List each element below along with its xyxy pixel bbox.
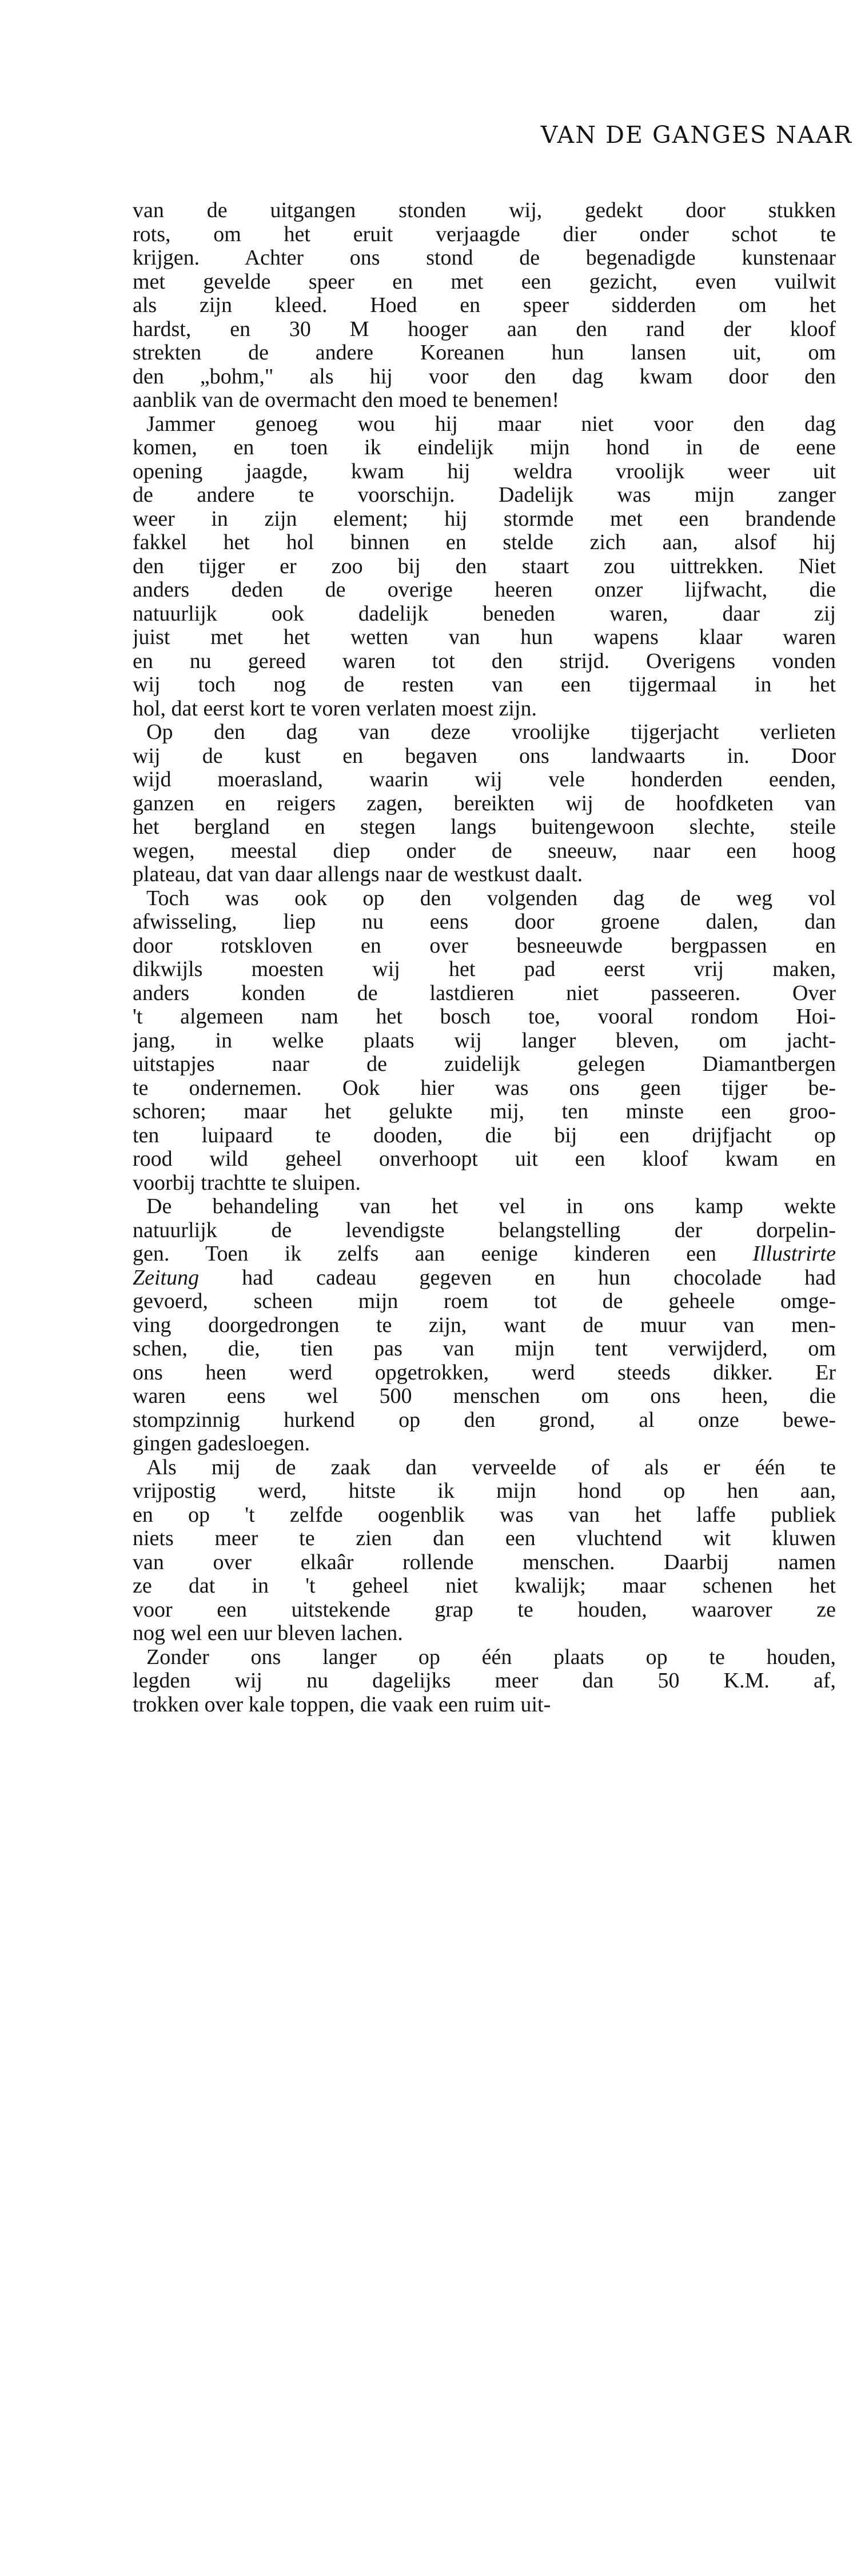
text-line: fakkel het hol binnen en stelde zich aan, alsof hij — [133, 531, 836, 554]
text-line: wij toch nog de resten van een tijgermaal in het — [133, 673, 836, 697]
text-line: juist met het wetten van hun wapens klaar waren — [133, 626, 836, 649]
text-line: krijgen. Achter ons stond de begenadigde kunstenaar — [133, 246, 836, 270]
text-line: met gevelde speer en met een gezicht, even vuilwit — [133, 270, 836, 294]
paragraph — [133, 887, 836, 1195]
text-line: afwisseling, liep nu eens door groene dalen, dan — [133, 910, 836, 934]
text-line: hol, dat eerst kort te voren verlaten moest zijn. — [133, 697, 537, 721]
text-line: door rotskloven en over besneeuwde bergpassen en — [133, 934, 836, 958]
text-line: te ondernemen. Ook hier was ons geen tijger be- — [133, 1076, 836, 1100]
text-line: van over elkaâr rollende menschen. Daarbij namen — [133, 1550, 836, 1574]
body-text — [133, 199, 836, 1717]
text-line: hardst, en 30 M hooger aan den rand der kloof — [133, 317, 836, 341]
text-line: natuurlijk ook dadelijk beneden waren, daar zij — [133, 602, 836, 626]
text-line: gen. Toen ik zelfs aan eenige kinderen een Illustrirte — [133, 1242, 836, 1266]
text-line: nog wel een uur bleven lachen. — [133, 1622, 403, 1645]
text-line: rots, om het eruit verjaagde dier onder schot te — [133, 222, 836, 246]
text-line: wegen, meestal diep onder de sneeuw, naar een hoog — [133, 839, 836, 863]
text-line: plateau, dat van daar allengs naar de westkust daalt. — [133, 863, 583, 886]
paragraph — [133, 413, 836, 721]
text-line: gevoerd, scheen mijn roem tot de geheele omge- — [133, 1290, 836, 1313]
text-line: jang, in welke plaats wij langer bleven, om jacht- — [133, 1029, 836, 1053]
text-line: Zonder ons langer op één plaats op te houden, — [146, 1645, 836, 1669]
text-line: wijd moerasland, waarin wij vele honderden eenden, — [133, 768, 836, 791]
paragraph — [133, 721, 836, 887]
text-line: weer in zijn element; hij stormde met een brandende — [133, 507, 836, 531]
text-line: opening jaagde, kwam hij weldra vroolijk weer uit — [133, 459, 836, 483]
text-line: anders deden de overige heeren onzer lijfwacht, die — [133, 578, 836, 602]
text-line: waren eens wel 500 menschen om ons heen, die — [133, 1385, 836, 1408]
text-line: legden wij nu dagelijks meer dan 50 K.M. af, — [133, 1669, 836, 1693]
text-line: en nu gereed waren tot den strijd. Overigens vonden — [133, 649, 836, 673]
text-line: voorbij trachtte te sluipen. — [133, 1171, 361, 1195]
text-line: uitstapjes naar de zuidelijk gelegen Diamantbergen — [133, 1053, 836, 1076]
paragraph — [133, 1456, 836, 1646]
text-line: ze dat in 't geheel niet kwalijk; maar schenen het — [133, 1574, 836, 1598]
paragraph — [133, 1646, 836, 1717]
text-line: natuurlijk de levendigste belangstelling der dorpelin- — [133, 1218, 836, 1242]
text-line: anders konden de lastdieren niet passeeren. Over — [133, 981, 836, 1005]
text-line: aanblik van de overmacht den moed te benemen! — [133, 389, 559, 412]
text-line: dikwijls moesten wij het pad eerst vrij maken, — [133, 958, 836, 981]
text-line: voor een uitstekende grap te houden, waarover ze — [133, 1598, 836, 1622]
text-line: het bergland en stegen langs buitengewoon slechte, steile — [133, 815, 836, 839]
text-line: als zijn kleed. Hoed en speer sidderden om het — [133, 294, 836, 317]
text-line: Toch was ook op den volgenden dag de weg vol — [146, 886, 836, 910]
text-line: niets meer te zien dan een vluchtend wit kluwen — [133, 1527, 836, 1550]
text-line: strekten de andere Koreanen hun lansen uit, om — [133, 341, 836, 365]
paragraph — [133, 199, 836, 413]
text-line: vrijpostig werd, hitste ik mijn hond op hen aan, — [133, 1479, 836, 1503]
text-line: komen, en toen ik eindelijk mijn hond in de eene — [133, 436, 836, 459]
text-line: den „bohm," als hij voor den dag kwam door den — [133, 365, 836, 389]
text-line: stompzinnig hurkend op den grond, al onze bewe- — [133, 1408, 836, 1432]
paragraph — [133, 1195, 836, 1456]
text-line: 't algemeen nam het bosch toe, vooral rondom Hoi- — [133, 1005, 836, 1029]
text-line: Op den dag van deze vroolijke tijgerjacht verlieten — [146, 721, 836, 744]
text-line: Jammer genoeg wou hij maar niet voor den dag — [146, 412, 836, 436]
text-line: Als mij de zaak dan verveelde of als er één te — [146, 1455, 836, 1479]
text-line: trokken over kale toppen, die vaak een ruim uit- — [133, 1693, 551, 1717]
text-line: en op 't zelfde oogenblik was van het laffe publiek — [133, 1503, 836, 1527]
text-line: van de uitgangen stonden wij, gedekt door stukken — [133, 199, 836, 222]
text-line: den tijger er zoo bij den staart zou uittrekken. Niet — [133, 554, 836, 578]
text-line: ten luipaard te dooden, die bij een drijfjacht op — [133, 1123, 836, 1147]
text-line: De behandeling van het vel in ons kamp wekte — [146, 1195, 836, 1218]
text-line: ons heen werd opgetrokken, werd steeds dikker. Er — [133, 1361, 836, 1385]
text-line: de andere te voorschijn. Dadelijk was mijn zanger — [133, 483, 836, 507]
text-line: wij de kust en begaven ons landwaarts in. Door — [133, 744, 836, 768]
text-line: schoren; maar het gelukte mij, ten minste een groo- — [133, 1100, 836, 1123]
text-line: gingen gadesloegen. — [133, 1432, 310, 1455]
text-line: schen, die, tien pas van mijn tent verwijderd, om — [133, 1337, 836, 1361]
text-line: ving doorgedrongen te zijn, want de muur van men- — [133, 1313, 836, 1337]
text-line: ganzen en reigers zagen, bereikten wij de hoofdketen van — [133, 791, 836, 815]
text-line: Zeitung had cadeau gegeven en hun chocolade had — [133, 1266, 836, 1290]
running-head: VAN DE GANGES NAAR — [540, 121, 852, 149]
text-line: rood wild geheel onverhoopt uit een kloof kwam en — [133, 1147, 836, 1171]
